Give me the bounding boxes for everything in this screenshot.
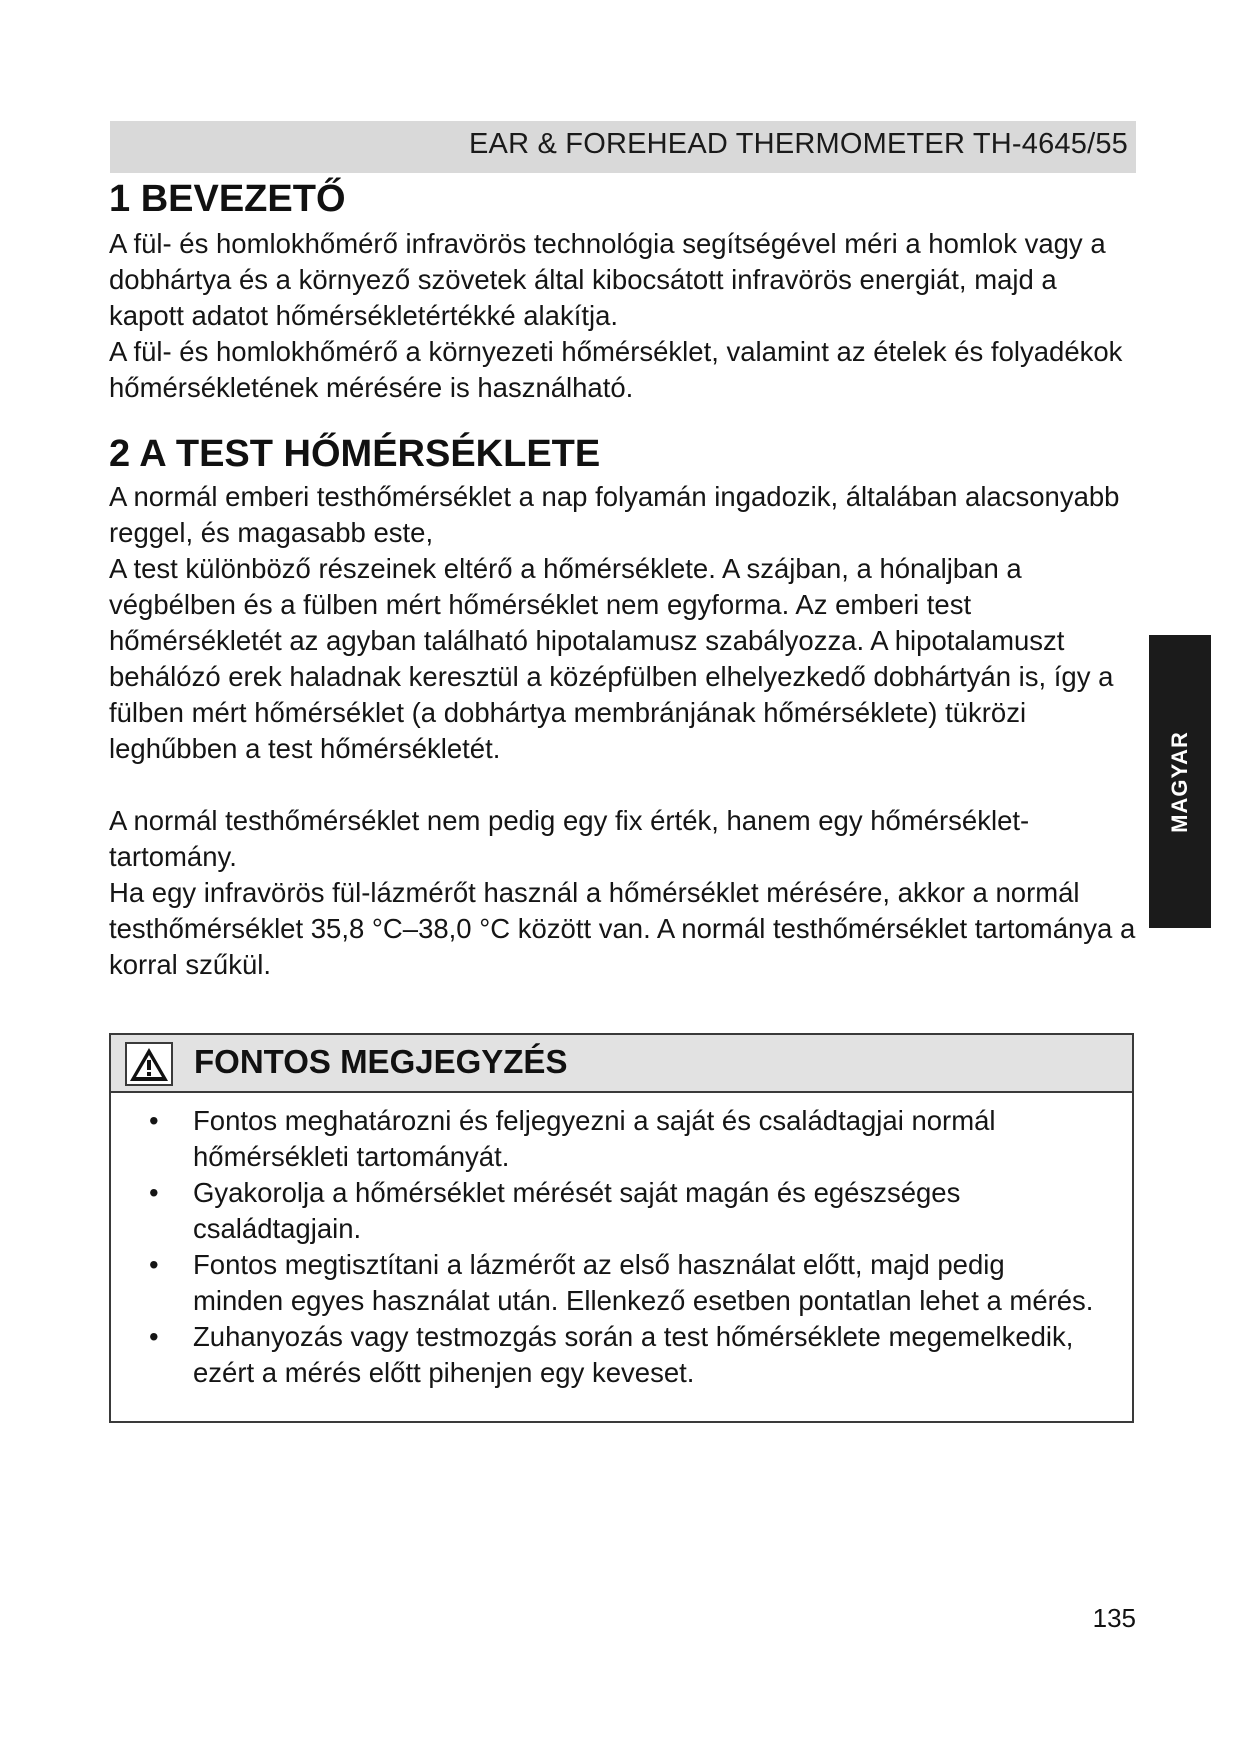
paragraph: A fül- és homlokhőmérő a környezeti hőmérséklet, valamint az ételek és folyadékok hőmérsékletének mérésére is használható. [109, 336, 1123, 403]
paragraph: Ha egy infravörös fül-lázmérőt használ a hőmérséklet mérésére, akkor a normál testhőmérséklet 35,8 °C–38,0 °C között van. A normál testhőmérséklet tartománya a korral szűkül. [109, 877, 1136, 980]
list-item [111, 1103, 1132, 1175]
list-item-text: Fontos megtisztítani a lázmérőt az első használat előtt, majd pedig minden egyes használat után. Ellenkező esetben pontatlan lehet a mérés. [193, 1249, 1094, 1316]
important-note-list [111, 1093, 1132, 1391]
list-item [111, 1319, 1132, 1391]
list-item [111, 1175, 1132, 1247]
warning-triangle-icon [125, 1042, 173, 1086]
language-side-tab-label: MAGYAR [1167, 730, 1192, 833]
paragraph: A normál testhőmérséklet nem pedig egy fix érték, hanem egy hőmérséklet-tartomány. [109, 805, 1030, 872]
list-item-text: Gyakorolja a hőmérséklet mérését saját magán és egészséges családtagjain. [193, 1177, 961, 1244]
section-introduction [109, 176, 1139, 406]
important-note-header [111, 1035, 1132, 1093]
section-heading-introduction: 1 BEVEZETŐ [109, 178, 346, 220]
important-note-title: FONTOS MEGJEGYZÉS [194, 1043, 568, 1080]
page-number: 135 [1092, 1603, 1136, 1633]
language-side-tab [1149, 635, 1211, 928]
bullet: • [149, 1249, 159, 1280]
list-item-text: Fontos meghatározni és feljegyezni a saját és családtagjai normál hőmérsékleti tartományát. [193, 1105, 996, 1172]
section-heading-body-temperature: 2 A TEST HŐMÉRSÉKLETE [109, 433, 601, 475]
important-note-box [109, 1033, 1134, 1423]
list-item [111, 1247, 1132, 1319]
bullet: • [149, 1177, 159, 1208]
bullet: • [149, 1321, 159, 1352]
running-header-title: EAR & FOREHEAD THERMOMETER TH-4645/55 [469, 128, 1128, 160]
bullet: • [149, 1105, 159, 1136]
running-header [110, 121, 1136, 173]
paragraph: A normál emberi testhőmérséklet a nap folyamán ingadozik, általában alacsonyabb reggel, és magasabb este, [109, 481, 1120, 548]
section-body-temperature [109, 431, 1139, 983]
paragraph: A test különböző részeinek eltérő a hőmérséklete. A szájban, a hónaljban a végbélben és a fülben mért hőmérséklet nem egyforma. Az emberi test hőmérsékletét az agyban található hipotalamusz szabályozza. A hipotalamuszt behálózó erek haladnak keresztül a középfülben elhelyezkedő dobhártyán is, így a fülben mért hőmérséklet (a dobhártya membránjának hőmérséklete) tükrözi leghűbben a test hőmérsékletét. [109, 553, 1114, 764]
paragraph: A fül- és homlokhőmérő infravörös technológia segítségével méri a homlok vagy a dobhártya és a környező szövetek által kibocsátott infravörös energiát, majd a kapott adatot hőmérsékletértékké alakítja. [109, 228, 1106, 331]
list-item-text: Zuhanyozás vagy testmozgás során a test hőmérséklete megemelkedik, ezért a mérés előtt pihenjen egy keveset. [193, 1321, 1074, 1388]
